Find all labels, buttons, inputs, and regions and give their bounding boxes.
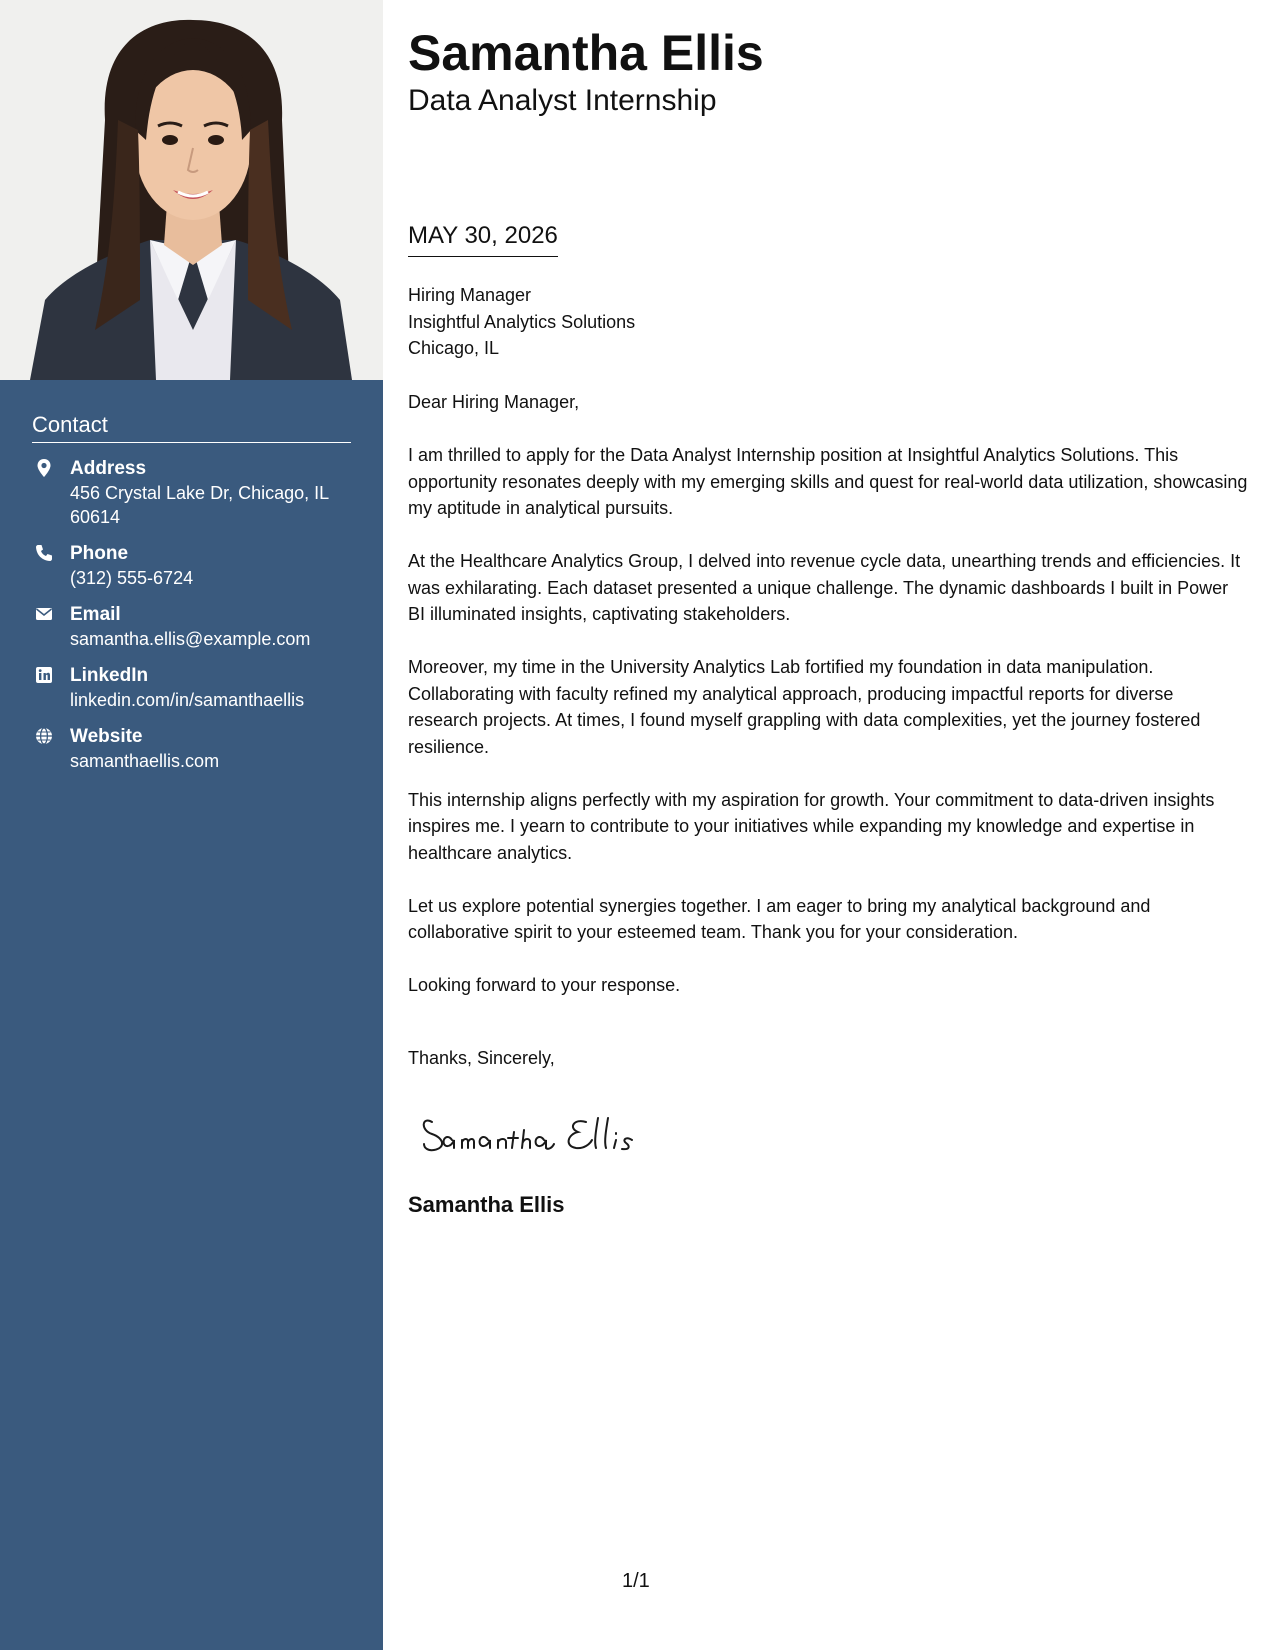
paragraph: Looking forward to your response. <box>408 975 681 995</box>
linkedin-icon <box>34 665 54 685</box>
contact-label: Phone <box>70 543 129 564</box>
envelope-icon <box>34 604 54 624</box>
contact-item-phone <box>32 542 362 590</box>
contact-label: Email <box>70 604 121 625</box>
closing: Thanks, Sincerely, <box>408 1048 555 1068</box>
contact-item-address <box>32 457 362 529</box>
phone-value: (312) 555-6724 <box>70 568 194 588</box>
handwritten-signature <box>418 1102 668 1167</box>
linkedin-link[interactable]: linkedin.com/in/samanthaellis <box>70 690 305 710</box>
recipient-line: Insightful Analytics Solutions <box>408 311 636 332</box>
website-link[interactable]: samanthaellis.com <box>70 751 220 771</box>
map-pin-icon <box>34 458 54 478</box>
contact-label: Address <box>70 458 147 479</box>
applicant-name: Samantha Ellis <box>408 25 764 81</box>
phone-icon <box>34 543 54 563</box>
paragraph: This internship aligns perfectly with my aspiration for growth. Your commitment to data-driven insights inspires me. I yearn to contribute to your initiatives while expanding my knowledge and expertise in healthcare analytics. <box>408 789 1215 863</box>
contact-list <box>32 457 362 786</box>
paragraph: At the Healthcare Analytics Group, I delved into revenue cycle data, unearthing trends and efficiencies. It was exhilarating. Each dataset presented a unique challenge. The dynamic dashboards I built in Power BI illuminated insights, captivating stakeholders. <box>408 551 1241 624</box>
recipient-line: Hiring Manager <box>408 285 532 305</box>
contact-label: LinkedIn <box>70 665 149 686</box>
job-title: Data Analyst Internship <box>408 84 717 117</box>
signer-name: Samantha Ellis <box>408 1192 565 1217</box>
letter-date: MAY 30, 2026 <box>408 222 558 257</box>
recipient-line: Chicago, IL <box>408 338 500 358</box>
salutation: Dear Hiring Manager, <box>408 392 580 412</box>
address-value: 456 Crystal Lake Dr, Chicago, IL 60614 <box>70 483 329 527</box>
letter-body <box>408 389 1248 1025</box>
globe-icon <box>34 726 54 746</box>
contact-item-email <box>32 603 362 651</box>
profile-photo <box>0 0 383 380</box>
sidebar <box>0 0 383 1650</box>
contact-label: Website <box>70 726 143 747</box>
recipient-block <box>408 282 635 362</box>
contact-heading: Contact <box>32 412 351 443</box>
paragraph: I am thrilled to apply for the Data Analyst Internship position at Insightful Analytics Solutions. This opportunity resonates deeply with my emerging skills and quest for real-world data utilization, showcasing my aptitude in analytical pursuits. <box>408 445 1248 518</box>
paragraph: Let us explore potential synergies together. I am eager to bring my analytical background and collaborative spirit to your esteemed team. Thank you for your consideration. <box>408 895 1151 942</box>
contact-item-linkedin <box>32 664 362 712</box>
contact-item-website <box>32 725 362 773</box>
page-number: 1/1 <box>622 1570 650 1592</box>
email-link[interactable]: samantha.ellis@example.com <box>70 629 311 649</box>
paragraph: Moreover, my time in the University Analytics Lab fortified my foundation in data manipulation. Collaborating with faculty refined my analytical approach, producing impactful reports for diverse research projects. At times, I found myself grappling with data complexities, yet the journey fostered resilience. <box>408 657 1201 757</box>
